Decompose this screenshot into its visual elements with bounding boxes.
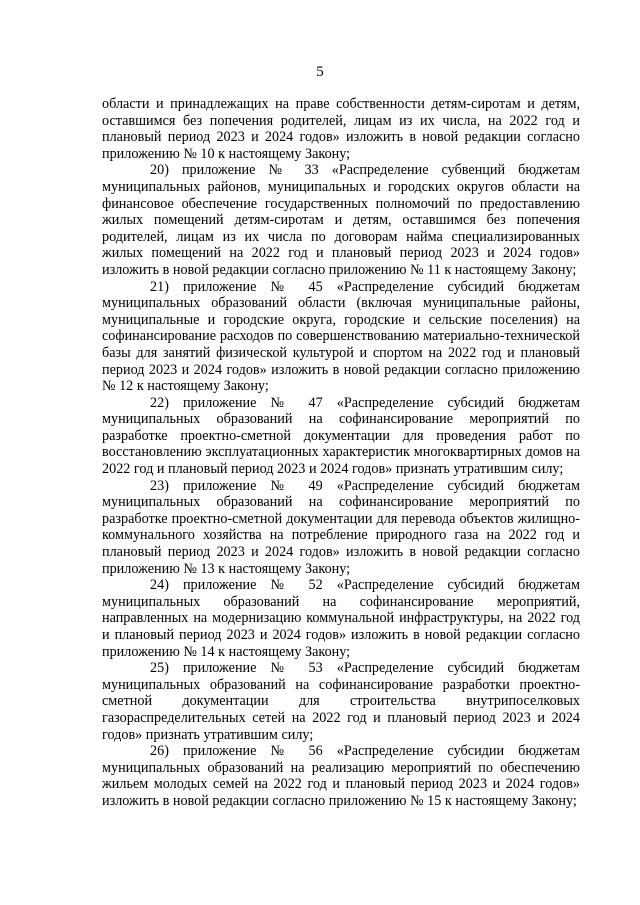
paragraph-item-25: 25) приложение № 53 «Распределение субсидий бюджетам муниципальных образований на софинансирование разработки проектно-сметной документации для строительства внутрипоселковых газораспределительных сетей на 2022 год и плановый период 2023 и 2024 годов» признать утратившим силу; (102, 660, 580, 743)
paragraph-item-26: 26) приложение № 56 «Распределение субсидии бюджетам муниципальных образований на реализацию мероприятий по обеспечению жильем молодых семей на 2022 год и плановый период 2023 и 2024 годов» изложить в новой редакции согласно приложению № 15 к настоящему Закону; (102, 743, 580, 809)
paragraph-item-22: 22) приложение № 47 «Распределение субсидий бюджетам муниципальных образований на софинансирование мероприятий по разработке проектно-сметной документации для проведения работ по восстановлению эксплуатационных характеристик многоквартирных домов на 2022 год и плановый период 2023 и 2024 годов» признать утратившим силу; (102, 394, 580, 478)
paragraph-item-24: 24) приложение № 52 «Распределение субсидий бюджетам муниципальных образований на софинансирование мероприятий, направленных на модернизацию коммунальной инфраструктуры, на 2022 год и плановый период 2023 и 2024 годов» изложить в новой редакции согласно приложению № 14 к настоящему Закону; (102, 577, 580, 660)
paragraph-item-20: 20) приложение № 33 «Распределение субвенций бюджетам муниципальных районов, муниципальных и городских округов области на финансовое обеспечение государственных полномочий по предоставлению жилых помещений детям-сиротам и детям, оставшимся без попечения родителей, лицам из их числа по договорам найма специализированных жилых помещений на 2022 год и плановый период 2023 и 2024 годов» изложить в новой редакции согласно приложению № 11 к настоящему Закону; (102, 162, 580, 278)
paragraph-item-21: 21) приложение № 45 «Распределение субсидий бюджетам муниципальных образований области (включая муниципальные районы, муниципальные и городские округа, городские и сельские поселения) на софинансирование расходов по совершенствованию материально-технической базы для занятий физической культурой и спортом на 2022 год и плановый период 2023 и 2024 годов» изложить в новой редакции согласно приложению № 12 к настоящему Закону; (102, 278, 580, 395)
page-number: 5 (316, 64, 324, 80)
paragraph-item-23: 23) приложение № 49 «Распределение субсидий бюджетам муниципальных образований на софинансирование мероприятий по разработке проектно-сметной документации для перевода объектов жилищно-коммунального хозяйства на потребление природного газа на 2022 год и плановый период 2023 и 2024 годов» изложить в новой редакции согласно приложению № 13 к настоящему Закону; (102, 477, 580, 577)
paragraph-continuation: области и принадлежащих на праве собственности детям-сиротам и детям, оставшимся без попечения родителей, лицам из их числа, на 2022 год и плановый период 2023 и 2024 годов» изложить в новой редакции согласно приложению № 10 к настоящему Закону; (102, 96, 580, 162)
document-body (102, 96, 580, 810)
